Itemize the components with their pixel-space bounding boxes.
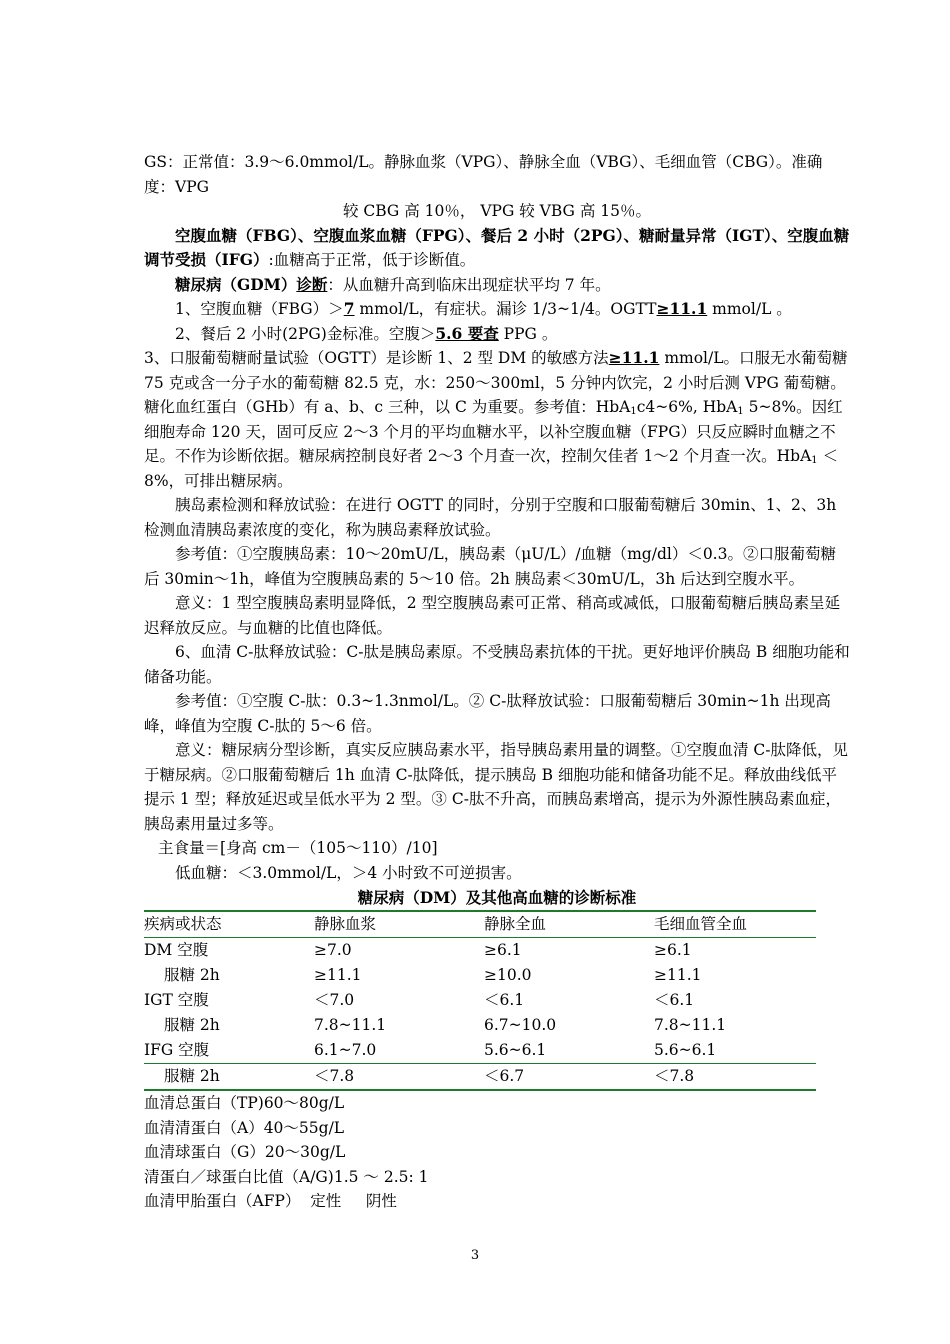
list-item: 清蛋白／球蛋白比值（A/G)1.5 ～ 2.5: 1 bbox=[144, 1167, 429, 1186]
table-cell: 5.6~6.1 bbox=[484, 1041, 547, 1059]
table-cell: ≥11.1 bbox=[314, 966, 362, 984]
table-cell: IGT 空腹 bbox=[144, 991, 209, 1009]
document-page bbox=[144, 150, 850, 1214]
fbg-criterion: 1、空腹血糖（FBG）＞7 mmol/L，有症状。漏诊 1/3~1/4。OGTT≥11.1 mmol/L 。 bbox=[175, 299, 792, 318]
gs-paragraph-cont: 较 CBG 高 10％， VPG 较 VBG 高 15％。 bbox=[342, 202, 652, 220]
ogtt-paragraph: 3、口服葡萄糖耐量试验（OGTT）是诊断 1、2 型 DM 的敏感方法≥11.1 mmol/L。口服无水葡萄糖 75 克或含一分子水的葡萄糖 82.5 克，水：250～300ml，5 分钟内饮完，2 小时后测 VPG 葡萄糖。 bbox=[144, 348, 848, 392]
table-cell: ≥7.0 bbox=[314, 941, 352, 959]
staple-food-formula: 主食量＝[身高 cm－（105～110）/10] bbox=[158, 839, 438, 857]
gdm-diagnosis-paragraph: 糖尿病（GDM）诊断：从血糖升高到临床出现症状平均 7 年。 bbox=[175, 274, 611, 294]
table-row bbox=[144, 938, 816, 964]
table-row bbox=[144, 1038, 816, 1064]
table-cell: ＜7.8 bbox=[314, 1064, 484, 1091]
table-cell: ≥11.1 bbox=[654, 966, 702, 984]
table-row bbox=[144, 963, 816, 988]
table-cell: ＜7.8 bbox=[654, 1064, 816, 1091]
list-item: 血清总蛋白（TP)60～80g/L bbox=[144, 1094, 345, 1112]
c-peptide-test-paragraph: 6、血清 C-肽释放试验：C-肽是胰岛素原。不受胰岛素抗体的干扰。更好地评价胰岛 B 细胞功能和储备功能。 bbox=[144, 643, 850, 686]
insulin-test-paragraph: 胰岛素检测和释放试验：在进行 OGTT 的同时，分别于空腹和口服葡萄糖后 30min、1、2、3h 检测血清胰岛素浓度的变化，称为胰岛素释放试验。 bbox=[144, 496, 837, 539]
table-cell: ＜6.1 bbox=[654, 991, 695, 1009]
table-header-cell: 静脉全血 bbox=[484, 911, 654, 938]
table-header-row bbox=[144, 911, 816, 938]
ppg-criterion: 2、餐后 2 小时(2PG)金标准。空腹＞5.6 要查 PPG 。 bbox=[175, 323, 558, 343]
table-cell: IFG 空腹 bbox=[144, 1041, 210, 1059]
definitions-paragraph: 空腹血糖（FBG）、空腹血浆血糖（FPG）、餐后 2 小时（2PG）、糖耐量异常（IGT）、空腹血糖调节受损（IFG）:血糖高于正常，低于诊断值。 bbox=[144, 225, 850, 269]
table-cell: 7.8~11.1 bbox=[654, 1016, 727, 1034]
insulin-reference-paragraph: 参考值：①空腹胰岛素：10～20mU/L，胰岛素（μU/L）/血糖（mg/dl）＜0.3。②口服葡萄糖后 30min～1h，峰值为空腹胰岛素的 5～10 倍。2h 胰岛素＜30mU/L，3h 后达到空腹水平。 bbox=[144, 545, 836, 588]
c-peptide-reference-paragraph: 参考值：①空腹 C-肽：0.3~1.3nmol/L。② C-肽释放试验：口服葡萄糖后 30min~1h 出现高峰，峰值为空腹 C-肽的 5～6 倍。 bbox=[144, 692, 831, 735]
protein-reference-list bbox=[144, 1091, 850, 1214]
diagnosis-table bbox=[144, 910, 816, 1091]
table-header-cell: 疾病或状态 bbox=[144, 911, 314, 938]
table-row bbox=[144, 1064, 816, 1091]
gs-paragraph: GS：正常值：3.9～6.0mmol/L。静脉血浆（VPG）、静脉全血（VBG）、毛细血管（CBG）。准确度：VPG bbox=[144, 153, 823, 196]
table-cell: ＜6.1 bbox=[484, 991, 525, 1009]
insulin-meaning-paragraph: 意义：1 型空腹胰岛素明显降低，2 型空腹胰岛素可正常、稍高或减低，口服葡萄糖后胰岛素呈延迟释放反应。与血糖的比值也降低。 bbox=[144, 594, 841, 637]
table-row bbox=[144, 988, 816, 1013]
table-cell: ＜6.7 bbox=[484, 1064, 654, 1091]
table-cell: ≥10.0 bbox=[484, 966, 532, 984]
page-number: 3 bbox=[470, 1248, 480, 1263]
list-item: 血清甲胎蛋白（AFP） 定性 阴性 bbox=[144, 1192, 397, 1210]
table-header-cell: 静脉血浆 bbox=[314, 911, 484, 938]
table-cell: 服糖 2h bbox=[144, 1064, 314, 1091]
table-caption: 糖尿病（DM）及其他高血糖的诊断标准 bbox=[357, 888, 637, 907]
c-peptide-meaning-paragraph: 意义：糖尿病分型诊断，真实反应胰岛素水平，指导胰岛素用量的调整。①空腹血清 C-肽降低，见于糖尿病。②口服葡萄糖后 1h 血清 C-肽降低，提示胰岛 B 细胞功能和储备功能不足。释放曲线低平提示 1 型；释放延迟或呈低水平为 2 型。③ C-肽不升高，而胰岛素增高，提示为外源性胰岛素血症，胰岛素用量过多等。 bbox=[144, 741, 849, 833]
table-cell: DM 空腹 bbox=[144, 941, 209, 959]
ghb-paragraph: 糖化血红蛋白（GHb）有 a、b、c 三种，以 C 为重要。参考值：HbA$_1$c4~6%, HbA$_1$ 5~8%。因红细胞寿命 120 天，固可反应 2～3 个月的平均血糖水平，以补空腹血糖（FPG）只反应瞬时血糖之不足。不作为诊断依据。糖尿病控制良好者 2～3 个月查一次，控制欠佳者 1～2 个月查一次。HbA$_1$ ＜8%，可排出糖尿病。 bbox=[144, 398, 843, 490]
table-cell: 5.6~6.1 bbox=[654, 1041, 717, 1059]
table-row bbox=[144, 1013, 816, 1038]
table-cell: 服糖 2h bbox=[164, 966, 220, 984]
table-header-cell: 毛细血管全血 bbox=[654, 911, 816, 938]
hypoglycemia-paragraph: 低血糖：＜3.0mmol/L，＞4 小时致不可逆损害。 bbox=[175, 863, 522, 882]
table-cell: 服糖 2h bbox=[164, 1016, 220, 1034]
table-cell: 6.1~7.0 bbox=[314, 1041, 377, 1059]
table-cell: ≥6.1 bbox=[654, 941, 692, 959]
list-item: 血清清蛋白（A）40～55g/L bbox=[144, 1118, 345, 1137]
table-cell: 6.7~10.0 bbox=[484, 1016, 557, 1034]
list-item: 血清球蛋白（G）20～30g/L bbox=[144, 1143, 346, 1161]
table-cell: ＜7.0 bbox=[314, 991, 355, 1009]
table-cell: ≥6.1 bbox=[484, 941, 522, 959]
table-cell: 7.8~11.1 bbox=[314, 1016, 387, 1034]
